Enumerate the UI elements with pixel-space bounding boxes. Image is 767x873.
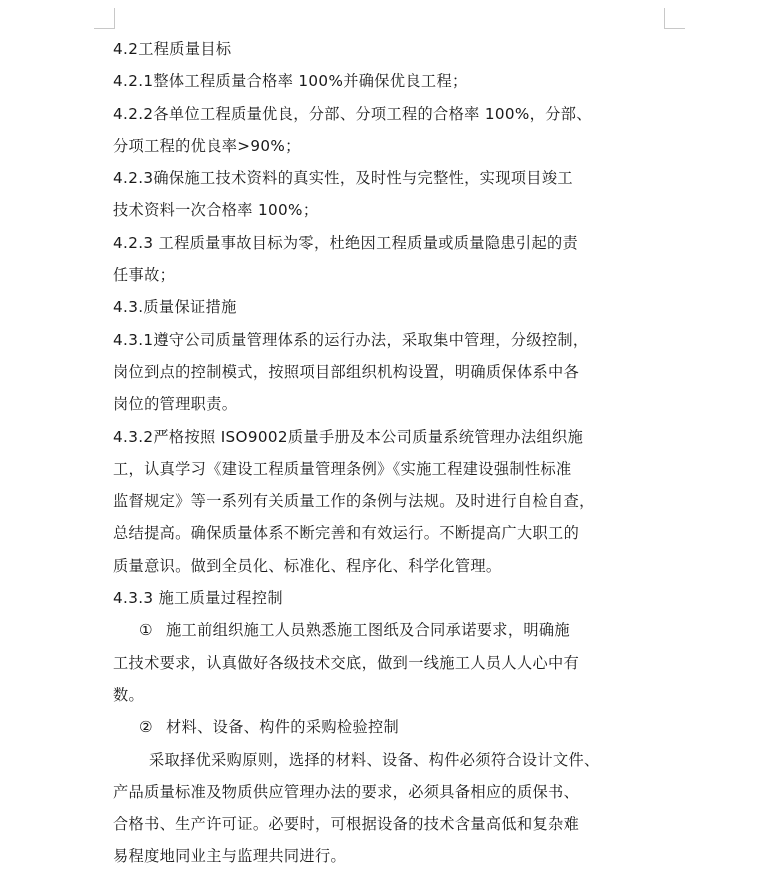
text-line: 质量意识。做到全员化、标准化、程序化、科学化管理。 <box>113 556 502 575</box>
paragraph-first-line: 采取择优采购原则，选择的材料、设备、构件必须符合设计文件、 <box>149 750 600 769</box>
text-line: 4.3.1遵守公司质量管理体系的运行办法，采取集中管理，分级控制， <box>113 330 589 349</box>
list-marker: ② <box>139 718 153 737</box>
text-line: 技术资料一次合格率 100%； <box>113 201 319 220</box>
text-line: 岗位的管理职责。 <box>113 395 238 414</box>
text-line: 监督规定》等一系列有关质量工作的条例与法规。及时进行自检自查， <box>113 492 595 511</box>
text-line: 分项工程的优良率>90%； <box>113 136 301 155</box>
list-item-text: 施工前组织施工人员熟悉施工图纸及合同承诺要求，明确施 <box>166 621 570 640</box>
text-line: 4.2.1整体工程质量合格率 100%并确保优良工程； <box>113 72 468 91</box>
text-line: 数。 <box>113 685 145 704</box>
section-heading: 4.3.3 施工质量过程控制 <box>113 589 283 608</box>
text-line: 4.2.2各单位工程质量优良，分部、分项工程的合格率 100%，分部、 <box>113 104 592 123</box>
text-line: 任事故； <box>113 266 176 285</box>
text-line: 工，认真学习《建设工程质量管理条例》《实施工程建设强制性标准 <box>113 459 572 478</box>
section-heading: 4.2工程质量目标 <box>113 40 232 58</box>
section-heading: 4.3.质量保证措施 <box>113 298 237 317</box>
text-line: 总结提高。确保质量体系不断完善和有效运行。不断提高广大职工的 <box>113 524 580 543</box>
text-line: 合格书、生产许可证。必要时，可根据设备的技术含量高低和复杂难 <box>113 815 580 834</box>
list-item-text: 材料、设备、构件的采购检验控制 <box>166 718 400 737</box>
text-line: 岗位到点的控制模式，按照项目部组织机构设置，明确质保体系中各 <box>113 362 580 381</box>
text-line: 工技术要求，认真做好各级技术交底，做到一线施工人员人人心中有 <box>113 653 580 672</box>
text-line: 4.2.3 工程质量事故目标为零，杜绝因工程质量或质量隐患引起的责 <box>113 233 579 252</box>
document-body <box>113 33 668 873</box>
list-item <box>113 711 668 743</box>
list-item <box>113 614 668 646</box>
crop-mark-top-left <box>94 8 115 29</box>
crop-mark-top-right <box>664 8 685 29</box>
text-line: 4.2.3确保施工技术资料的真实性，及时性与完整性，实现项目竣工 <box>113 169 573 188</box>
list-marker: ① <box>139 621 153 640</box>
text-line: 产品质量标准及物质供应管理办法的要求，必须具备相应的质保书、 <box>113 782 580 801</box>
text-line: 4.3.2严格按照 ISO9002质量手册及本公司质量系统管理办法组织施 <box>113 427 584 446</box>
text-line: 易程度地同业主与监理共同进行。 <box>113 847 347 866</box>
